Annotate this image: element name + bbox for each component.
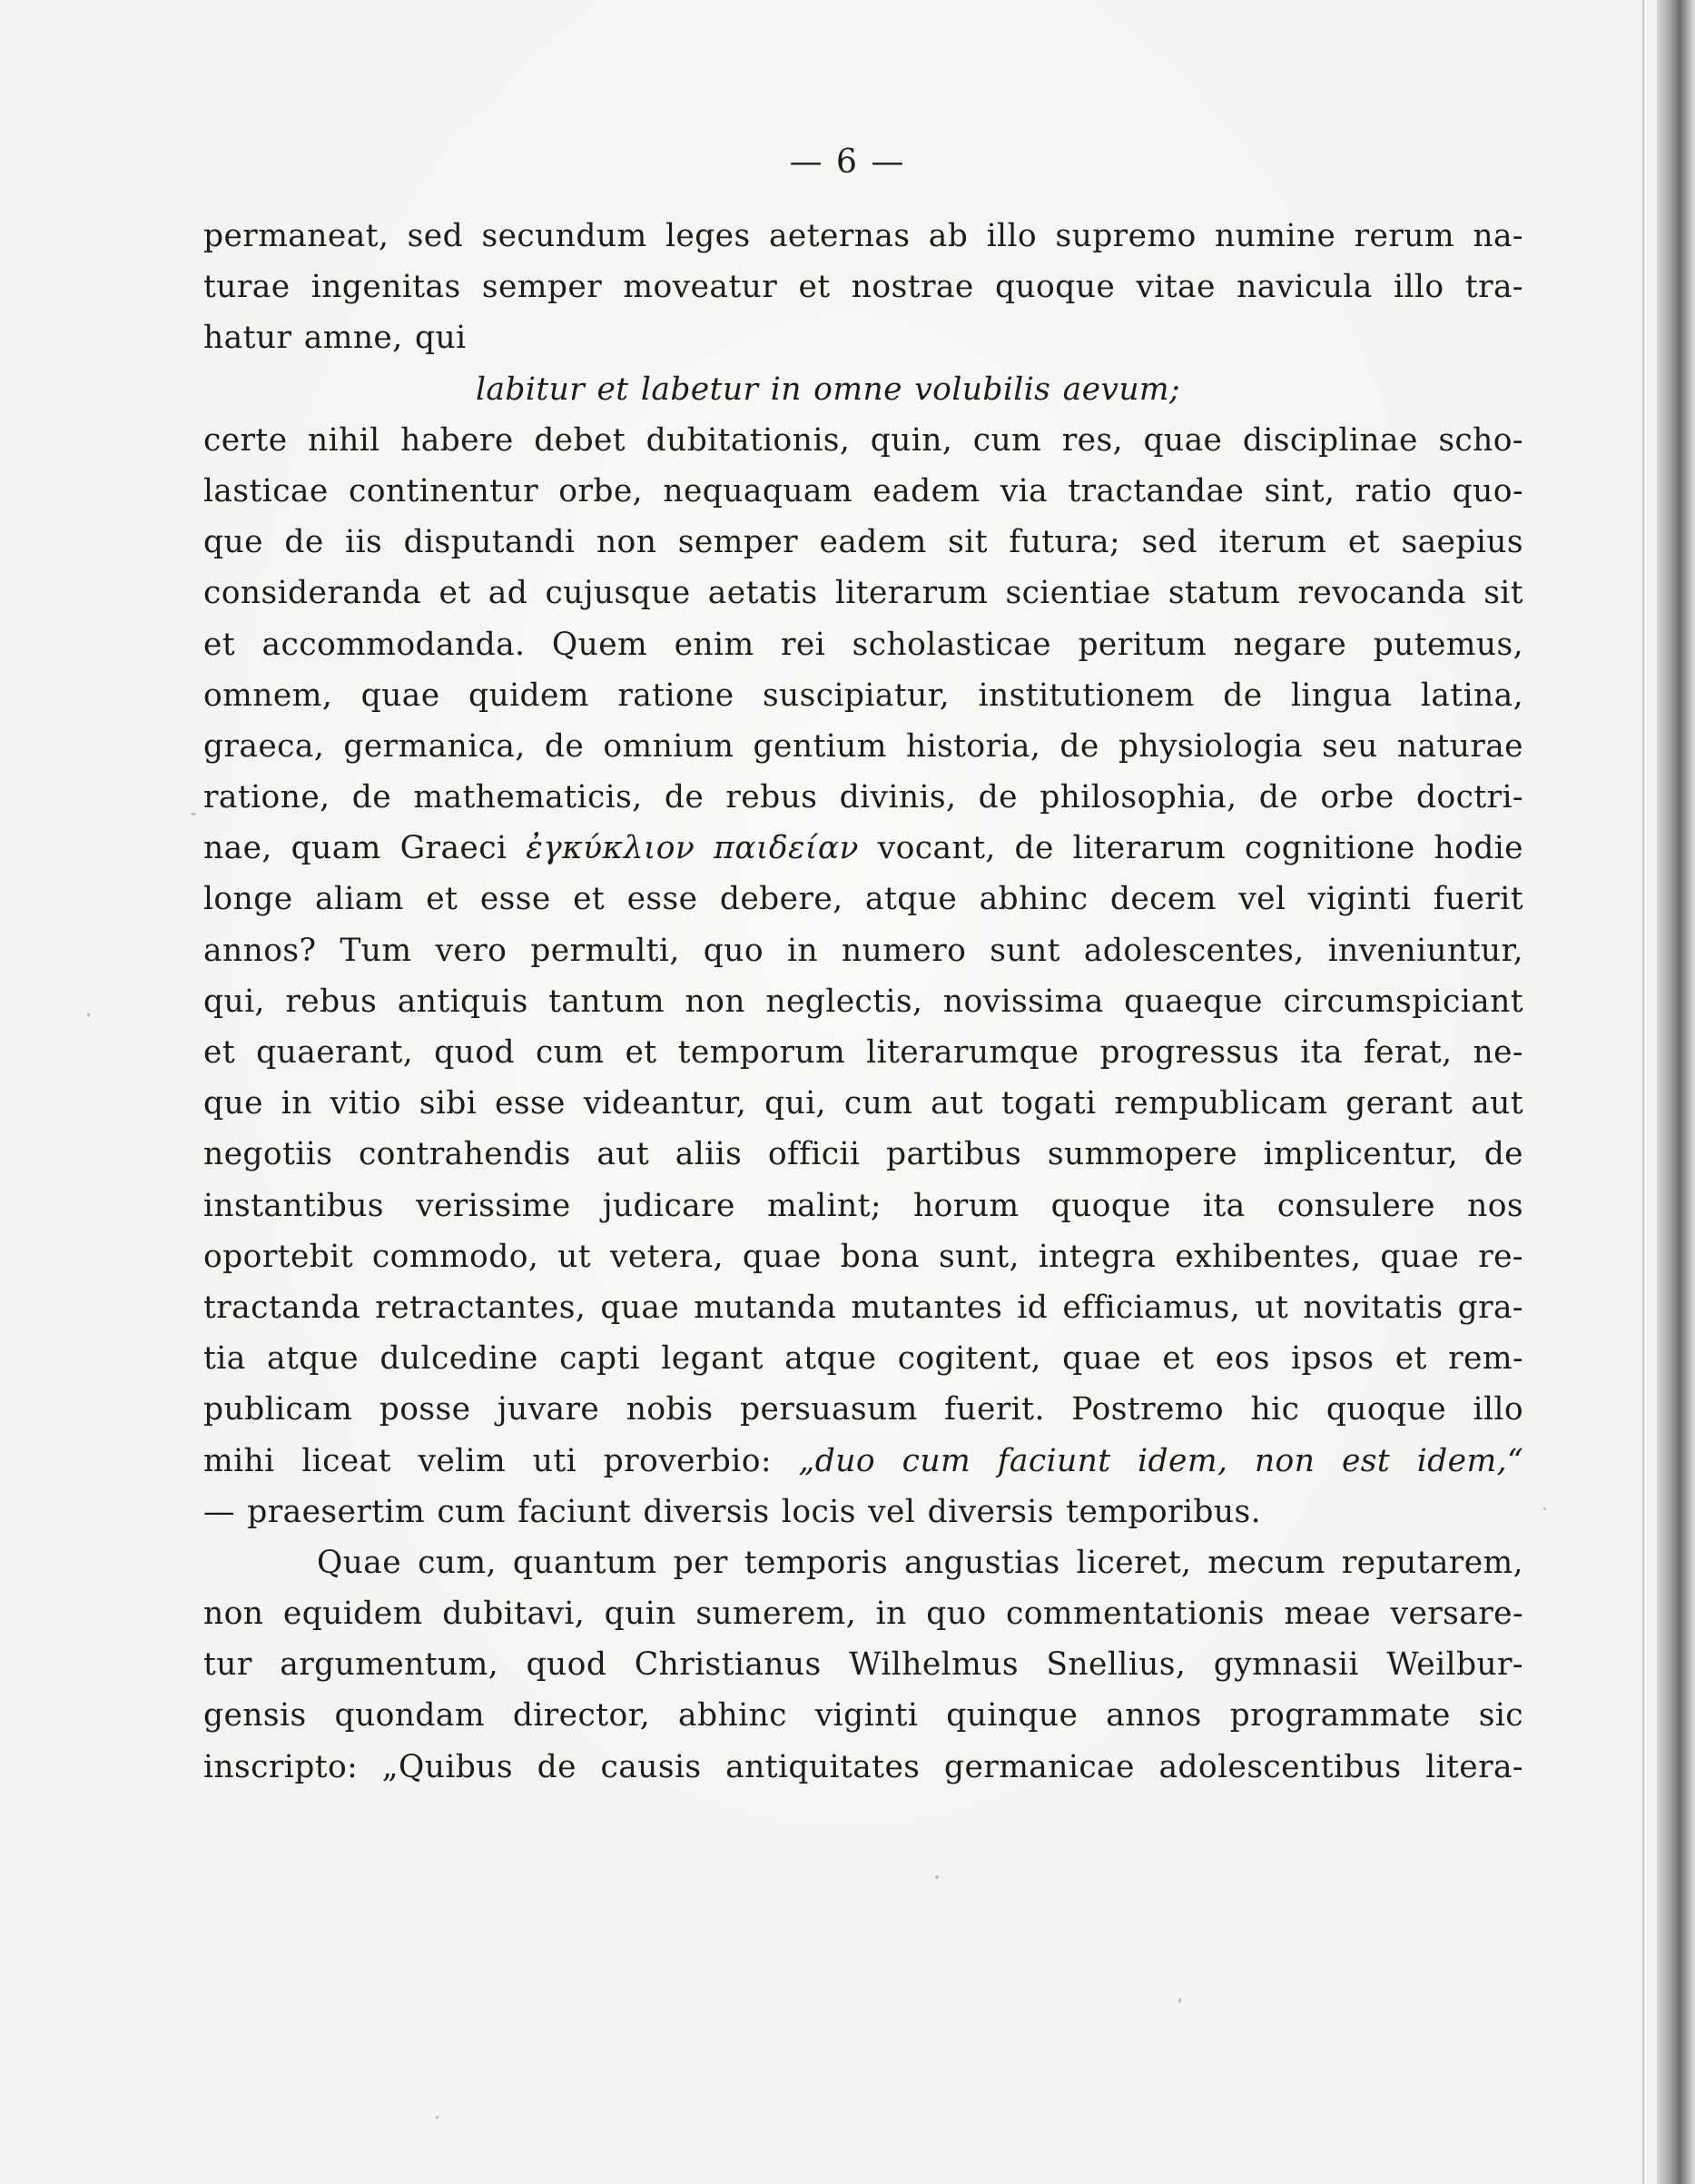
text-line: que de iis disputandi non semper eadem sit futura; sed iterum et saepius	[203, 524, 1523, 561]
text-line: consideranda et ad cujusque aetatis literarum scientiae statum revocanda sit	[203, 575, 1523, 612]
text-segment: vocant, de literarum cognitione hodie	[877, 830, 1523, 867]
text-line: non equidem dubitavi, quin sumerem, in quo commentationis meae versare-	[203, 1596, 1523, 1633]
text-line: turae ingenitas semper moveatur et nostrae quoque vitae navicula illo tra-	[203, 269, 1523, 306]
text-segment: nae, quam Graeci	[203, 830, 508, 867]
text-segment: mihi liceat velim uti proverbio:	[203, 1442, 772, 1479]
text-line: negotiis contrahendis aut aliis officii partibus summopere implicentur, de	[203, 1136, 1523, 1173]
text-line: annos? Tum vero permulti, quo in numero sunt adolescentes, inveniuntur,	[203, 932, 1523, 969]
page-number: — 6 —	[789, 143, 906, 181]
paper-speck	[1178, 1998, 1181, 2003]
paper-speck	[1543, 1507, 1546, 1510]
text-line: certe nihil habere debet dubitationis, quin, cum res, quae disciplinae scho-	[203, 421, 1523, 459]
text-line: et accommodanda. Quem enim rei scholasticae peritum negare putemus,	[203, 626, 1523, 663]
text-line: permaneat, sed secundum leges aeternas ab illo supremo numine rerum na-	[203, 218, 1523, 254]
text-line: inscripto: „Quibus de causis antiquitates germanicae adolescentibus litera-	[203, 1748, 1523, 1785]
text-line: — praesertim cum faciunt diversis locis vel diversis temporibus.	[203, 1493, 1261, 1530]
text-line: oportebit commodo, ut vetera, quae bona sunt, integra exhibentes, quae re-	[203, 1238, 1523, 1275]
paper-speck	[87, 1013, 90, 1017]
text-line: hatur amne, qui	[203, 320, 467, 357]
text-line: omnem, quae quidem ratione suscipiatur, institutionem de lingua latina,	[203, 677, 1523, 714]
text-line: instantibus verissime judicare malint; horum quoque ita consulere nos	[203, 1187, 1523, 1224]
text-line: que in vitio sibi esse videantur, qui, cum aut togati rempublicam gerant aut	[203, 1085, 1523, 1122]
paper-speck	[191, 813, 196, 815]
text-line: gensis quondam director, abhinc viginti quinque annos programmate sic	[203, 1697, 1523, 1734]
text-line: publicam posse juvare nobis persuasum fuerit. Postremo hic quoque illo	[203, 1391, 1523, 1428]
text-line: tractanda retractantes, quae mutanda mutantes id efficiamus, ut novitatis gra-	[203, 1289, 1523, 1326]
proverb-quotation: „duo cum faciunt idem, non est idem,“	[798, 1442, 1523, 1479]
text-line: ratione, de mathematicis, de rebus divinis, de philosophia, de orbe doctri-	[203, 779, 1523, 816]
text-line: tur argumentum, quod Christianus Wilhelmus Snellius, gymnasii Weilbur-	[203, 1646, 1523, 1684]
verse-quotation: labitur et labetur in omne volubilis aevum;	[476, 371, 1181, 408]
page-edge-shadow	[1642, 0, 1644, 2184]
paper-speck	[436, 2116, 439, 2119]
text-line: et quaerant, quod cum et temporum literarumque progressus ita ferat, ne-	[203, 1034, 1523, 1071]
text-line: lasticae continentur orbe, nequaquam eadem via tractandae sint, ratio quo-	[203, 472, 1523, 509]
book-gutter	[1657, 0, 1695, 2184]
text-line: graeca, germanica, de omnium gentium historia, de physiologia seu naturae	[203, 727, 1523, 765]
text-line: qui, rebus antiquis tantum non neglectis, novissima quaeque circumspiciant	[203, 983, 1523, 1020]
text-line: tia atque dulcedine capti legant atque cogitent, quae et eos ipsos et rem-	[203, 1340, 1523, 1378]
text-line-with-proverb	[203, 1436, 1523, 1487]
body-text	[203, 211, 1523, 1793]
text-line-with-greek	[203, 823, 1523, 874]
paragraph-start: Quae cum, quantum per temporis angustias liceret, mecum reputarem,	[317, 1544, 1523, 1581]
paper-speck	[935, 1875, 939, 1879]
text-line: longe aliam et esse et esse debere, atque abhinc decem vel viginti fuerit	[203, 881, 1523, 918]
greek-phrase: ἐγκύκλιον παιδείαν	[526, 830, 859, 867]
